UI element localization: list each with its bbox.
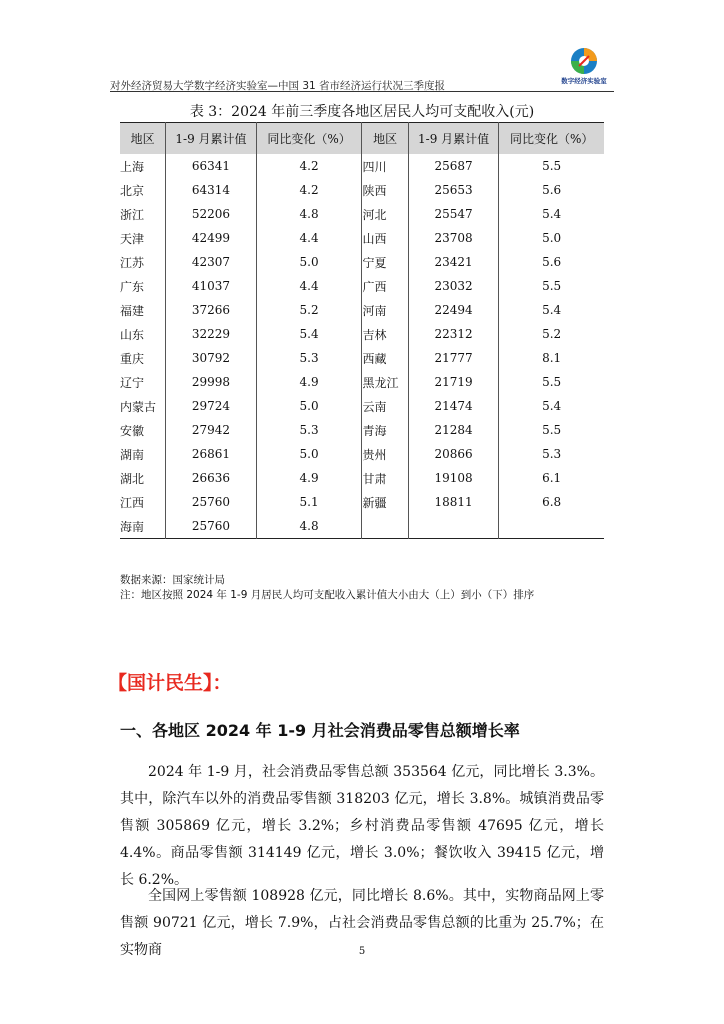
table-row [120,466,604,490]
yoy-change-cell: 5.5 [499,418,604,442]
table-row [120,298,604,322]
income-table [120,122,604,539]
column-header: 1-9 月累计值 [408,123,498,155]
table-header-row [120,123,604,155]
region-cell: 重庆 [120,346,166,370]
yoy-change-cell: 5.4 [256,322,362,346]
body-paragraph: 2024 年 1-9 月，社会消费品零售总额 353564 亿元，同比增长 3.3%。其中，除汽车以外的消费品零售额 318203 亿元，增长 3.8%。城镇消费品零售额 305869 亿元，增长 3.2%；乡村消费品零售额 47695 亿元，增长 4.4%。商品零售额 314149 亿元，增长 3.0%；餐饮收入 39415 亿元，增长 6.2%。 [120,764,604,888]
yoy-change-cell: 4.2 [256,178,362,202]
yoy-change-cell: 6.1 [499,466,604,490]
data-source: 数据来源：国家统计局 [120,574,225,586]
region-cell: 贵州 [362,442,408,466]
yoy-change-cell: 5.5 [499,154,604,178]
region-cell: 新疆 [362,490,408,514]
cumulative-value-cell: 22312 [408,322,498,346]
cumulative-value-cell: 26861 [166,442,256,466]
table-row [120,514,604,539]
cumulative-value-cell: 21284 [408,418,498,442]
cumulative-value-cell: 25547 [408,202,498,226]
cumulative-value-cell: 22494 [408,298,498,322]
region-cell: 天津 [120,226,166,250]
yoy-change-cell: 5.6 [499,178,604,202]
column-header: 同比变化（%） [499,123,604,155]
cumulative-value-cell: 21474 [408,394,498,418]
page-number: 5 [358,946,366,957]
yoy-change-cell: 5.4 [499,202,604,226]
yoy-change-cell: 5.3 [499,442,604,466]
table-caption: 表 3：2024 年前三季度各地区居民人均可支配收入(元) [189,104,535,120]
region-cell: 广东 [120,274,166,298]
yoy-change-cell: 6.8 [499,490,604,514]
cumulative-value-cell: 52206 [166,202,256,226]
table-notes [120,573,534,603]
yoy-change-cell: 4.4 [256,226,362,250]
table-body [120,154,604,539]
yoy-change-cell: 5.2 [499,322,604,346]
yoy-change-cell: 8.1 [499,346,604,370]
yoy-change-cell: 4.4 [256,274,362,298]
region-cell: 西藏 [362,346,408,370]
region-cell [362,514,408,539]
table-row [120,274,604,298]
cumulative-value-cell: 30792 [166,346,256,370]
logo-text: 数字经济实验室 [561,77,607,85]
yoy-change-cell: 5.2 [256,298,362,322]
region-cell: 云南 [362,394,408,418]
region-cell: 安徽 [120,418,166,442]
cumulative-value-cell: 25653 [408,178,498,202]
region-cell: 辽宁 [120,370,166,394]
region-cell: 浙江 [120,202,166,226]
cumulative-value-cell: 29724 [166,394,256,418]
lab-logo-icon [567,46,601,76]
yoy-change-cell: 4.9 [256,466,362,490]
section-title: 【国计民生】： [108,672,232,694]
cumulative-value-cell: 18811 [408,490,498,514]
region-cell: 甘肃 [362,466,408,490]
region-cell: 北京 [120,178,166,202]
cumulative-value-cell: 32229 [166,322,256,346]
cumulative-value-cell: 27942 [166,418,256,442]
column-header: 1-9 月累计值 [166,123,256,155]
column-header: 同比变化（%） [256,123,362,155]
region-cell: 吉林 [362,322,408,346]
cumulative-value-cell: 41037 [166,274,256,298]
yoy-change-cell [499,514,604,539]
yoy-change-cell: 4.2 [256,154,362,178]
yoy-change-cell: 4.9 [256,370,362,394]
region-cell: 内蒙古 [120,394,166,418]
region-cell: 湖南 [120,442,166,466]
yoy-change-cell: 5.6 [499,250,604,274]
region-cell: 江苏 [120,250,166,274]
header-divider [110,91,614,92]
table-row [120,250,604,274]
region-cell: 福建 [120,298,166,322]
cumulative-value-cell: 42499 [166,226,256,250]
column-header: 地区 [120,123,166,155]
cumulative-value-cell [408,514,498,539]
table-row [120,226,604,250]
table-row [120,322,604,346]
cumulative-value-cell: 64314 [166,178,256,202]
cumulative-value-cell: 42307 [166,250,256,274]
yoy-change-cell: 5.1 [256,490,362,514]
cumulative-value-cell: 29998 [166,370,256,394]
yoy-change-cell: 5.0 [256,394,362,418]
region-cell: 河北 [362,202,408,226]
region-cell: 宁夏 [362,250,408,274]
yoy-change-cell: 5.0 [499,226,604,250]
yoy-change-cell: 5.0 [256,250,362,274]
cumulative-value-cell: 25760 [166,490,256,514]
region-cell: 河南 [362,298,408,322]
yoy-change-cell: 5.4 [499,394,604,418]
cumulative-value-cell: 66341 [166,154,256,178]
region-cell: 江西 [120,490,166,514]
table-row [120,178,604,202]
cumulative-value-cell: 20866 [408,442,498,466]
cumulative-value-cell: 23421 [408,250,498,274]
table-row [120,346,604,370]
cumulative-value-cell: 37266 [166,298,256,322]
yoy-change-cell: 5.3 [256,418,362,442]
page-header: 对外经济贸易大学数字经济实验室—中国 31 省市经济运行状况三季度报 [110,80,446,92]
table-row [120,202,604,226]
yoy-change-cell: 5.3 [256,346,362,370]
region-cell: 上海 [120,154,166,178]
table-row [120,442,604,466]
table-note: 注：地区按照 2024 年 1-9 月居民人均可支配收入累计值大小由大（上）到小（下）排序 [120,589,535,601]
region-cell: 陕西 [362,178,408,202]
yoy-change-cell: 4.8 [256,514,362,539]
region-cell: 山西 [362,226,408,250]
table-row [120,418,604,442]
yoy-change-cell: 5.4 [499,298,604,322]
cumulative-value-cell: 26636 [166,466,256,490]
cumulative-value-cell: 25760 [166,514,256,539]
region-cell: 黑龙江 [362,370,408,394]
region-cell: 湖北 [120,466,166,490]
cumulative-value-cell: 21777 [408,346,498,370]
table-row [120,154,604,178]
region-cell: 广西 [362,274,408,298]
table-row [120,370,604,394]
yoy-change-cell: 5.0 [256,442,362,466]
cumulative-value-cell: 19108 [408,466,498,490]
cumulative-value-cell: 23032 [408,274,498,298]
yoy-change-cell: 4.8 [256,202,362,226]
region-cell: 四川 [362,154,408,178]
cumulative-value-cell: 25687 [408,154,498,178]
subsection-title: 一、各地区 2024 年 1-9 月社会消费品零售总额增长率 [120,721,520,740]
cumulative-value-cell: 21719 [408,370,498,394]
body-paragraph: 全国网上零售额 108928 亿元，同比增长 8.6%。其中，实物商品网上零售额 90721 亿元，增长 7.9%，占社会消费品零售总额的比重为 25.7%；在实物商 [120,888,604,958]
table-row [120,394,604,418]
region-cell: 青海 [362,418,408,442]
yoy-change-cell: 5.5 [499,370,604,394]
region-cell: 山东 [120,322,166,346]
cumulative-value-cell: 23708 [408,226,498,250]
column-header: 地区 [362,123,408,155]
table-row [120,490,604,514]
region-cell: 海南 [120,514,166,539]
yoy-change-cell: 5.5 [499,274,604,298]
lab-logo [548,46,620,92]
